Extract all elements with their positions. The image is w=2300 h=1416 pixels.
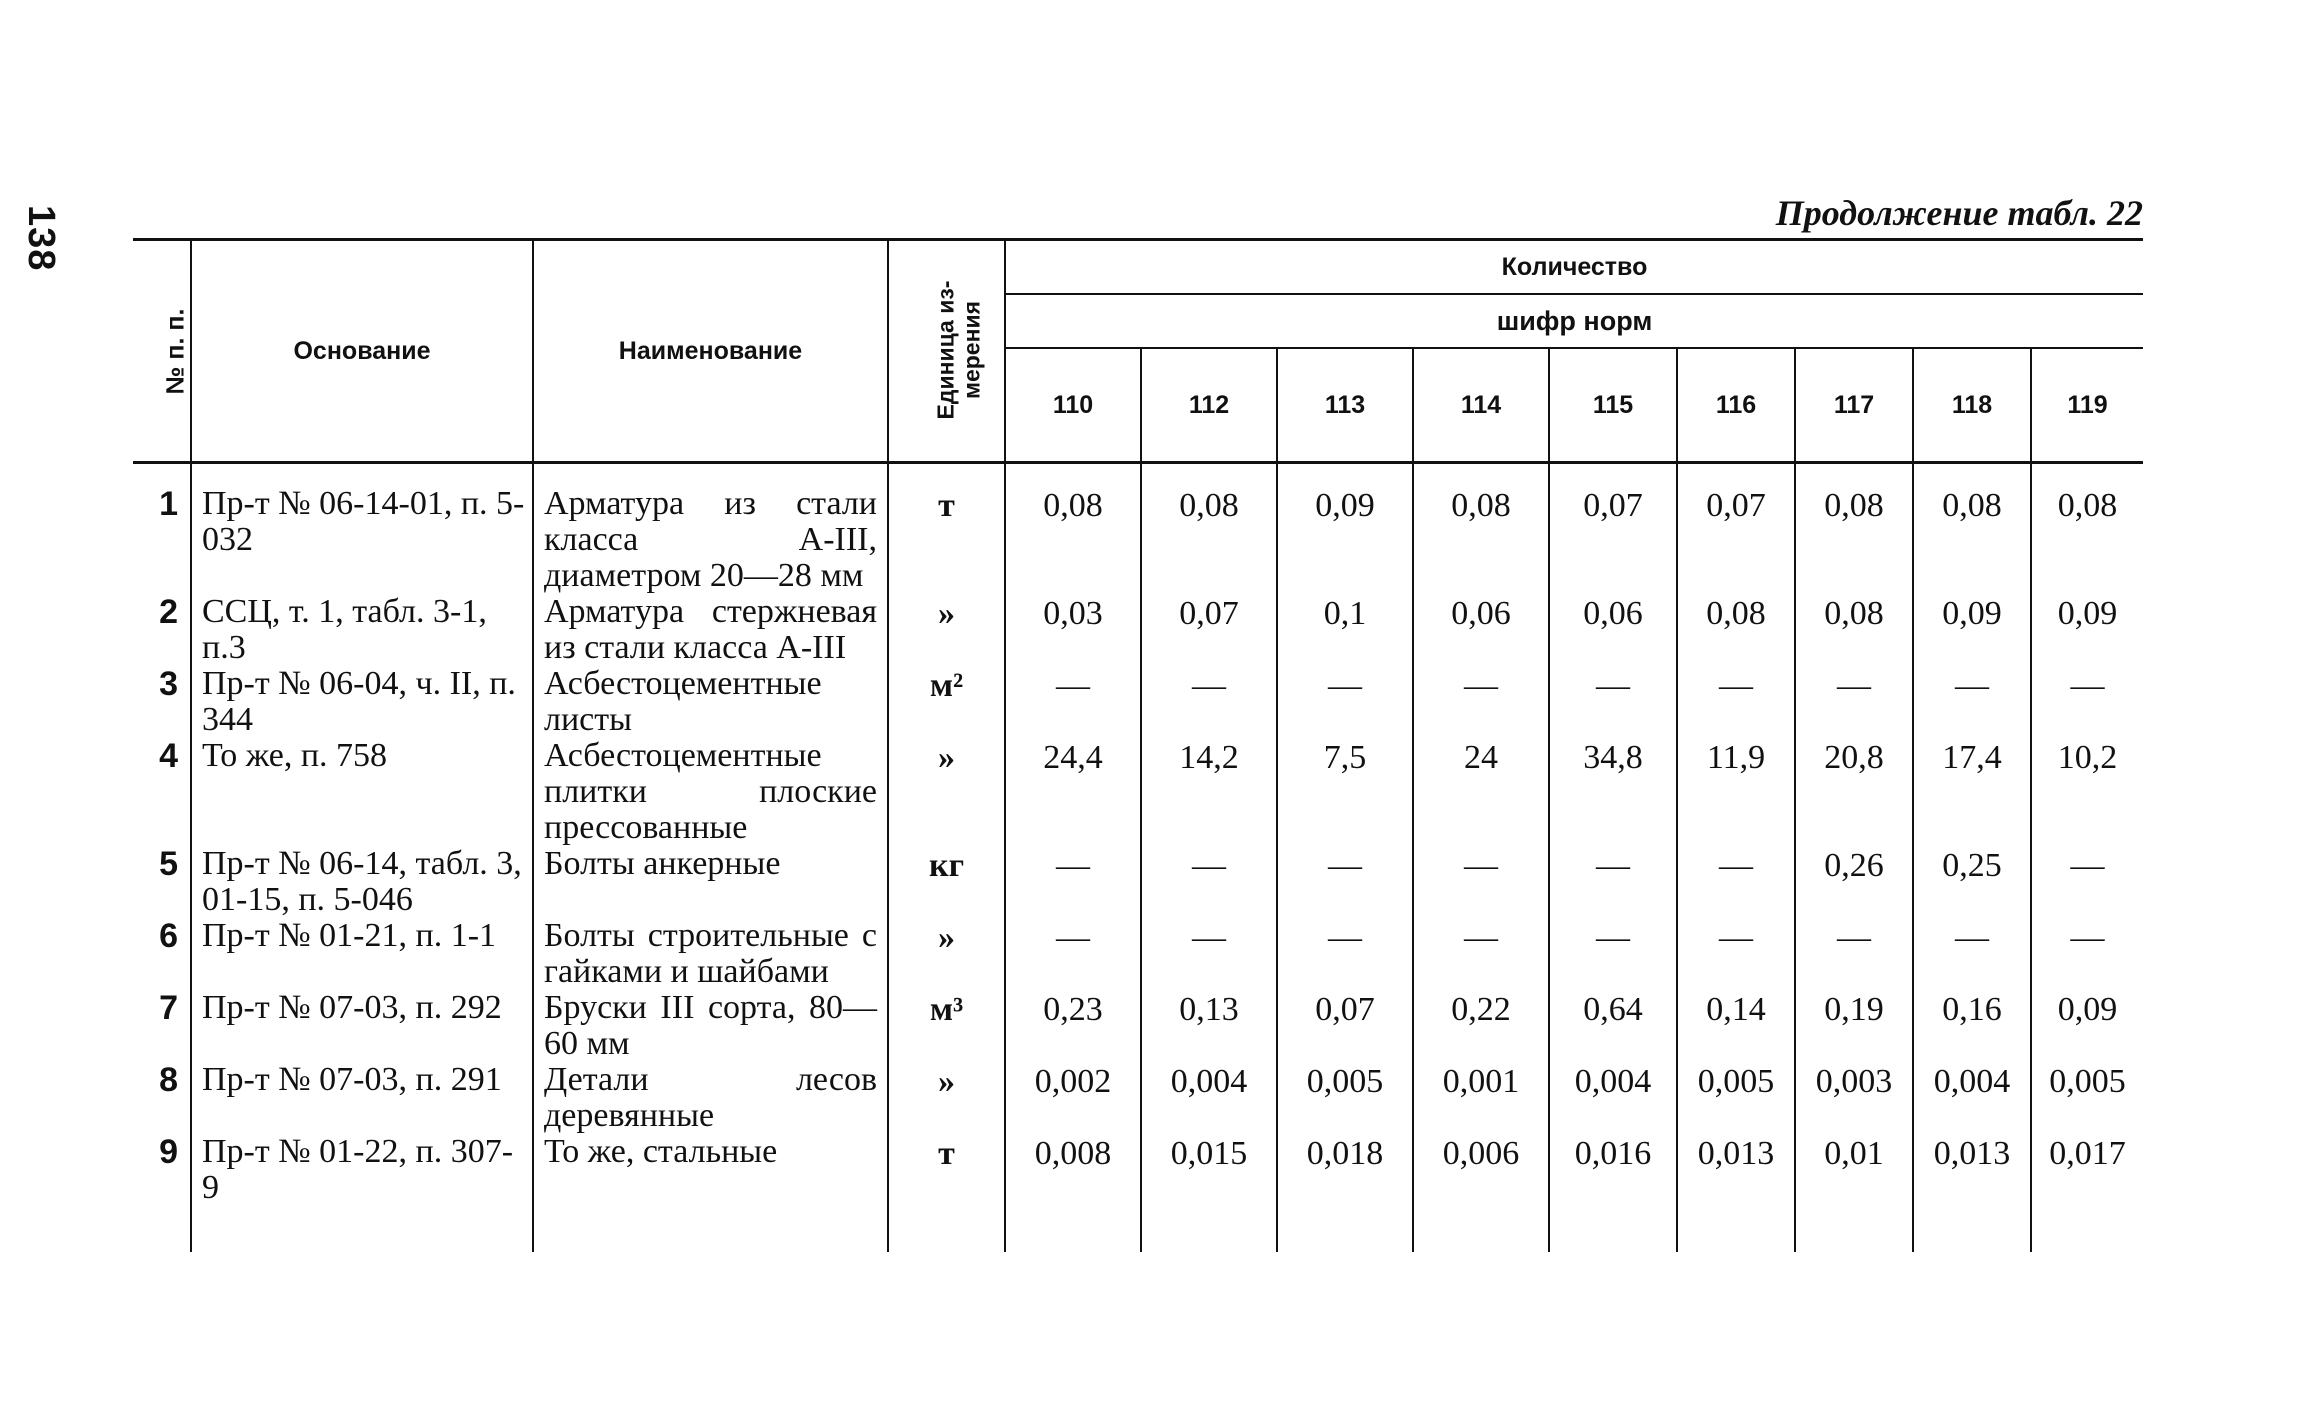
value-cell: — (1005, 666, 1141, 738)
unit-header: Единица из- мерения (888, 240, 1005, 463)
code-header: 114 (1413, 348, 1549, 463)
value-cell: 0,14 (1677, 990, 1795, 1062)
value-cell: 0,64 (1549, 990, 1677, 1062)
row-number: 6 (159, 917, 178, 955)
value-cell: 0,08 (1141, 486, 1277, 594)
value-cell: 24,4 (1005, 738, 1141, 846)
value-cell: 0,08 (1005, 486, 1141, 594)
code-header: 116 (1677, 348, 1795, 463)
value-cell: — (1677, 918, 1795, 990)
value-cell: 0,08 (1913, 486, 2031, 594)
table-body (133, 463, 2143, 1253)
value-cell: 0,015 (1141, 1134, 1277, 1206)
basis-cell: Пр-т № 06-14, табл. 3, 01-15, п. 5-046 (191, 846, 533, 918)
norms-table (133, 238, 2143, 1252)
name-cell: Асбестоцементные плитки плоские прессованные (533, 738, 888, 846)
unit-cell: м² (888, 666, 1005, 738)
value-cell: — (1413, 846, 1549, 918)
value-cell: — (1795, 666, 1913, 738)
value-cell: — (1795, 918, 1913, 990)
value-cell: 0,1 (1277, 594, 1413, 666)
table-row (133, 666, 2143, 738)
value-cell: — (1141, 666, 1277, 738)
name-cell: То же, стальные (533, 1134, 888, 1206)
value-cell: 0,013 (1677, 1134, 1795, 1206)
value-cell: 10,2 (2031, 738, 2143, 846)
cipher-header: шифр норм (1005, 294, 2143, 348)
value-cell: 0,07 (1277, 990, 1413, 1062)
table-header (133, 240, 2143, 463)
name-cell: Арматура стержневая из стали класса А-III (533, 594, 888, 666)
row-number: 3 (159, 665, 178, 703)
row-number: 8 (159, 1061, 178, 1099)
page-number: 138 (20, 205, 62, 272)
value-cell: — (1005, 846, 1141, 918)
basis-cell: Пр-т № 01-21, п. 1-1 (191, 918, 533, 990)
value-cell: — (2031, 666, 2143, 738)
value-cell: 0,09 (2031, 594, 2143, 666)
value-cell: 0,22 (1413, 990, 1549, 1062)
value-cell: 0,08 (2031, 486, 2143, 594)
value-cell: 0,09 (1913, 594, 2031, 666)
value-cell: — (2031, 846, 2143, 918)
value-cell: 0,06 (1413, 594, 1549, 666)
row-number: 4 (159, 737, 178, 775)
value-cell: 0,08 (1795, 594, 1913, 666)
value-cell: — (1141, 846, 1277, 918)
basis-cell: То же, п. 758 (191, 738, 533, 846)
value-cell: 0,004 (1913, 1062, 2031, 1134)
value-cell: — (1913, 918, 2031, 990)
value-cell: 0,26 (1795, 846, 1913, 918)
value-cell: 0,08 (1677, 594, 1795, 666)
basis-header: Основание (191, 240, 533, 463)
value-cell: 34,8 (1549, 738, 1677, 846)
value-cell: — (1549, 918, 1677, 990)
unit-cell: т (888, 1134, 1005, 1206)
name-cell: Детали лесов деревянные (533, 1062, 888, 1134)
value-cell: 0,005 (2031, 1062, 2143, 1134)
value-cell: 0,09 (1277, 486, 1413, 594)
value-cell: — (1277, 846, 1413, 918)
value-cell: 0,19 (1795, 990, 1913, 1062)
table-row (133, 846, 2143, 918)
unit-cell: т (888, 486, 1005, 594)
basis-cell: Пр-т № 07-03, п. 291 (191, 1062, 533, 1134)
value-cell: 0,006 (1413, 1134, 1549, 1206)
name-cell: Асбестоцементные листы (533, 666, 888, 738)
value-cell: 0,16 (1913, 990, 2031, 1062)
value-cell: — (1005, 918, 1141, 990)
value-cell: 0,013 (1913, 1134, 2031, 1206)
value-cell: 0,017 (2031, 1134, 2143, 1206)
unit-cell: кг (888, 846, 1005, 918)
quantity-header: Количество (1005, 240, 2143, 295)
value-cell: 0,03 (1005, 594, 1141, 666)
row-number: 1 (159, 485, 178, 523)
unit-cell: » (888, 918, 1005, 990)
value-cell: 0,002 (1005, 1062, 1141, 1134)
value-cell: 0,06 (1549, 594, 1677, 666)
table-row (133, 1134, 2143, 1206)
value-cell: 0,016 (1549, 1134, 1677, 1206)
value-cell: 17,4 (1913, 738, 2031, 846)
value-cell: — (1549, 846, 1677, 918)
value-cell: 0,08 (1795, 486, 1913, 594)
value-cell: 0,018 (1277, 1134, 1413, 1206)
value-cell: 0,001 (1413, 1062, 1549, 1134)
value-cell: 20,8 (1795, 738, 1913, 846)
value-cell: — (1913, 666, 2031, 738)
code-header: 117 (1795, 348, 1913, 463)
value-cell: — (1677, 846, 1795, 918)
unit-cell: » (888, 738, 1005, 846)
value-cell: 0,25 (1913, 846, 2031, 918)
value-cell: 24 (1413, 738, 1549, 846)
value-cell: 14,2 (1141, 738, 1277, 846)
value-cell: 0,08 (1413, 486, 1549, 594)
value-cell: 0,005 (1277, 1062, 1413, 1134)
unit-cell: » (888, 594, 1005, 666)
basis-cell: Пр-т № 06-04, ч. II, п. 344 (191, 666, 533, 738)
unit-cell: » (888, 1062, 1005, 1134)
value-cell: 0,004 (1549, 1062, 1677, 1134)
value-cell: — (1277, 918, 1413, 990)
value-cell: — (2031, 918, 2143, 990)
code-header: 113 (1277, 348, 1413, 463)
code-header: 115 (1549, 348, 1677, 463)
basis-cell: ССЦ, т. 1, табл. 3-1, п.3 (191, 594, 533, 666)
basis-cell: Пр-т № 07-03, п. 292 (191, 990, 533, 1062)
name-header: Наименование (533, 240, 888, 463)
name-cell: Болты строительные с гайками и шайбами (533, 918, 888, 990)
name-cell: Арматура из стали класса А-III, диаметром 20—28 мм (533, 486, 888, 594)
value-cell: — (1413, 666, 1549, 738)
table-row (133, 486, 2143, 594)
value-cell: — (1549, 666, 1677, 738)
row-number: 2 (159, 593, 178, 631)
value-cell: 0,07 (1549, 486, 1677, 594)
row-number: 9 (159, 1133, 178, 1171)
basis-cell: Пр-т № 06-14-01, п. 5-032 (191, 486, 533, 594)
basis-cell: Пр-т № 01-22, п. 307-9 (191, 1134, 533, 1206)
value-cell: — (1141, 918, 1277, 990)
code-header: 119 (2031, 348, 2143, 463)
value-cell: — (1277, 666, 1413, 738)
row-number: 7 (159, 989, 178, 1027)
value-cell: 0,003 (1795, 1062, 1913, 1134)
value-cell: 0,07 (1677, 486, 1795, 594)
value-cell: — (1677, 666, 1795, 738)
value-cell: 0,008 (1005, 1134, 1141, 1206)
table-row (133, 990, 2143, 1062)
table-row (133, 1062, 2143, 1134)
value-cell: 0,07 (1141, 594, 1277, 666)
row-number-header: № п. п. (133, 240, 191, 463)
table-caption: Продолжение табл. 22 (1775, 193, 2143, 233)
table-row (133, 594, 2143, 666)
value-cell: 0,23 (1005, 990, 1141, 1062)
row-number: 5 (159, 845, 178, 883)
name-cell: Болты анкерные (533, 846, 888, 918)
table-row (133, 918, 2143, 990)
unit-cell: м³ (888, 990, 1005, 1062)
value-cell: 0,005 (1677, 1062, 1795, 1134)
table-row (133, 738, 2143, 846)
value-cell: 0,004 (1141, 1062, 1277, 1134)
value-cell: 7,5 (1277, 738, 1413, 846)
value-cell: 0,01 (1795, 1134, 1913, 1206)
name-cell: Бруски III сорта, 80—60 мм (533, 990, 888, 1062)
value-cell: 11,9 (1677, 738, 1795, 846)
value-cell: 0,13 (1141, 990, 1277, 1062)
value-cell: 0,09 (2031, 990, 2143, 1062)
value-cell: — (1413, 918, 1549, 990)
code-header: 112 (1141, 348, 1277, 463)
code-header: 118 (1913, 348, 2031, 463)
code-header: 110 (1005, 348, 1141, 463)
